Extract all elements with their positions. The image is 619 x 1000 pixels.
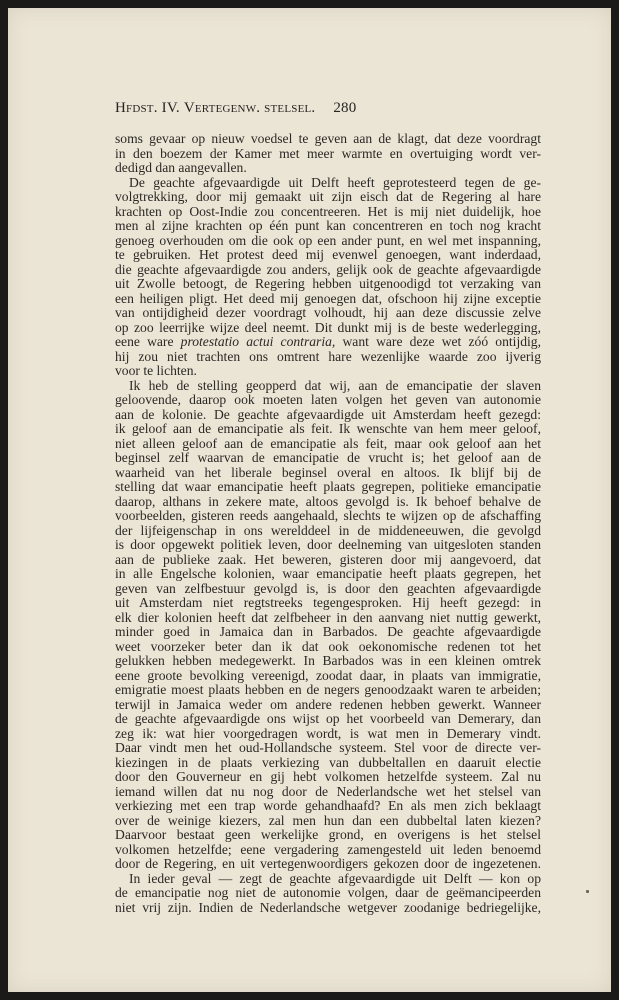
text-line: der lijfeigenschap in ons werelddeel in de middeneeuwen, die gevolgd <box>115 522 541 538</box>
text-line: in alle Engelsche kolonien, waar emancipatie heeft plaats gegrepen, het <box>115 566 541 581</box>
text-line: eene groote bevolking vereenigd, zoodat daar, in plaats van immigratie, <box>115 667 541 683</box>
text-line: over de weinige kiezers, zal men hun dan een dubbeltal laten kiezen? <box>115 812 541 828</box>
text-line: voor te lichten. <box>115 363 197 378</box>
text-line: niet vrij zijn. Indien de Nederlandsche wetgever zoodanige bedriegelijke, <box>115 899 541 915</box>
text-line: op zoo leerrijke wijze deel neemt. Dit dunkt mij is de beste wederlegging, <box>115 319 541 335</box>
running-header <box>115 100 356 117</box>
text-line: beginsel zelf waarvan de emancipatie de vrucht is; het geloof aan de <box>115 450 541 465</box>
text-line: in den boezem der Kamer met meer warmte en overtuiging wordt ver- <box>115 145 541 161</box>
text-line: Daarvoor bestaat geen werkelijke grond, en overigens is het stelsel <box>115 827 541 842</box>
text-line: stelling dat waar emancipatie heeft plaats gegrepen, politieke emancipatie <box>115 479 541 494</box>
text-line: volgtrekking, door mij gemaakt uit zijn eisch dat de Regering al hare <box>115 189 541 204</box>
text-line: is door opgewekt politiek leven, door deelneming van uitgesloten standen <box>115 537 541 552</box>
text-line: emigratie moest plaats hebben en de negers genoodzaakt waren te arbeiden; <box>115 682 541 697</box>
text-line: iemand willen dat nu nog door de Nederlandsche wet het stelsel van <box>115 783 541 799</box>
text-line: minder goed in Jamaica dan in Barbados. De geachte afgevaardigde <box>115 624 541 639</box>
text-line: door de Regering, en uit vertegenwoordigers gekozen door de ingezetenen. <box>115 856 541 871</box>
text-line: elk dier kolonien heeft dat zelfbeheer in den aanvang niet nuttig gewerkt, <box>115 609 541 625</box>
text-fragment: eene ware <box>115 334 181 349</box>
text-line: Ik heb de stelling geopperd dat wij, aan de emancipatie der slaven <box>129 377 541 393</box>
text-line: die geachte afgevaardigde zou anders, gelijk ook de geachte afgevaardigde <box>115 261 541 277</box>
text-line: geloovende, daarop ook moeten laten volgen het geven van autonomie <box>115 392 541 407</box>
page-number: 280 <box>333 100 357 116</box>
text-line: volkomen hetzelfde; eene vergadering zamengesteld uit leden benoemd <box>115 841 541 857</box>
text-line: voorbeelden, gisteren reeds aangehaald, slechts te wijzen op de afschaffing <box>115 508 541 523</box>
text-line: te gebruiken. Het protest deed mij evenwel genoegen, want inderdaad, <box>115 247 541 262</box>
chapter-label: Hfdst. IV. <box>115 100 180 116</box>
text-line: de emancipatie nog niet de autonomie volgen, daar de geëmancipeerden <box>115 885 541 900</box>
text-line: kiezingen in de plaats verkiezing van dubbeltallen en daaruit electie <box>115 754 541 770</box>
text-fragment: want ware deze wet zóó ontijdig, <box>335 334 541 349</box>
text-line: gelukken hebben medegewerkt. In Barbados was in een kleinen omtrek <box>115 653 541 668</box>
text-line: men al zijne krachten op één punt kan concentreren en toch nog kracht <box>115 218 541 233</box>
section-label: Vertegenw. stelsel. <box>183 100 316 116</box>
speck <box>586 890 589 893</box>
body-text <box>115 132 541 915</box>
text-line: geven van zelfbestuur gevolgd is, is door den geachten afgevaardigde <box>115 580 541 596</box>
text-line: soms gevaar op nieuw voedsel te geven aan de klagt, dat deze voordragt <box>115 131 541 146</box>
text-line: weet voorzeker beter dan ik dat ook oekonomische redenen tot het <box>115 638 541 654</box>
text-line: daarop, althans in zekere mate, altoos gevolgd is. Ik behoef behalve de <box>115 493 541 509</box>
text-line: terwijl in Jamaica weder om andere redenen hebben gewerkt. Wanneer <box>115 696 541 712</box>
text-line: zeg ik: wat hier voorgedragen wordt, is wat men in Demerary vindt. <box>115 725 541 741</box>
text-line: een heiligen pligt. Het deed mij genoegen dat, ofschoon hij zijne exceptie <box>115 290 541 306</box>
text-line: hij zou niet trachten ons omtrent hare wezenlijke waarde zoo ijverig <box>115 348 541 364</box>
latin-phrase: protestatio actui contraria, <box>180 334 336 349</box>
text-line: niet alleen geloof aan de emancipatie als feit, maar ook geloof aan het <box>115 435 541 451</box>
text-line: verkiezing met een trap worde gehandhaafd? En als men zich beklaagt <box>115 798 541 813</box>
text-line: dedigd dan aangevallen. <box>115 160 247 175</box>
text-line: uit Amsterdam niet regtstreeks tegengesproken. Hij heeft gezegd: in <box>115 595 541 610</box>
text-line: aan de kolonie. De geachte afgevaardigde uit Amsterdam heeft gezegd: <box>115 406 541 422</box>
text-line: de geachte afgevaardigde ons wijst op het voorbeeld van Demerary, dan <box>115 711 541 726</box>
text-line: uit Zwolle betoogt, de Regering hebben uitgenoodigd tot verzaking van <box>115 276 541 291</box>
text-line: In ieder geval — zegt de geachte afgevaardigde uit Delft — kon op <box>129 870 541 886</box>
text-line: Daar vindt men het oud-Hollandsche systeem. Stel voor de directe ver- <box>115 740 541 755</box>
text-line: aan de publieke zaak. Het beweren, gisteren door mij aangevoerd, dat <box>115 551 541 567</box>
text-line: van ontijdigheid dezer voordragt volhoudt, hij aan deze discussie zelve <box>115 305 541 320</box>
text-line <box>115 335 541 350</box>
page <box>8 8 611 992</box>
text-line: door den Gouverneur en gij hebt volkomen hetzelfde systeem. Zal nu <box>115 769 541 784</box>
text-line: waarheid van het liberale beginsel overal en altoos. Ik blijf bij de <box>115 464 541 480</box>
text-line: genoeg overhouden om die ook op een ander punt, en wel met inspanning, <box>115 232 541 248</box>
text-line: De geachte afgevaardigde uit Delft heeft geprotesteerd tegen de ge- <box>129 174 541 190</box>
text-line: krachten op Oost-Indie zou concentreeren. Het is mij niet duidelijk, hoe <box>115 203 541 219</box>
text-line: ik geloof aan de emancipatie als feit. Ik wenschte van hem meer geloof, <box>115 421 541 436</box>
